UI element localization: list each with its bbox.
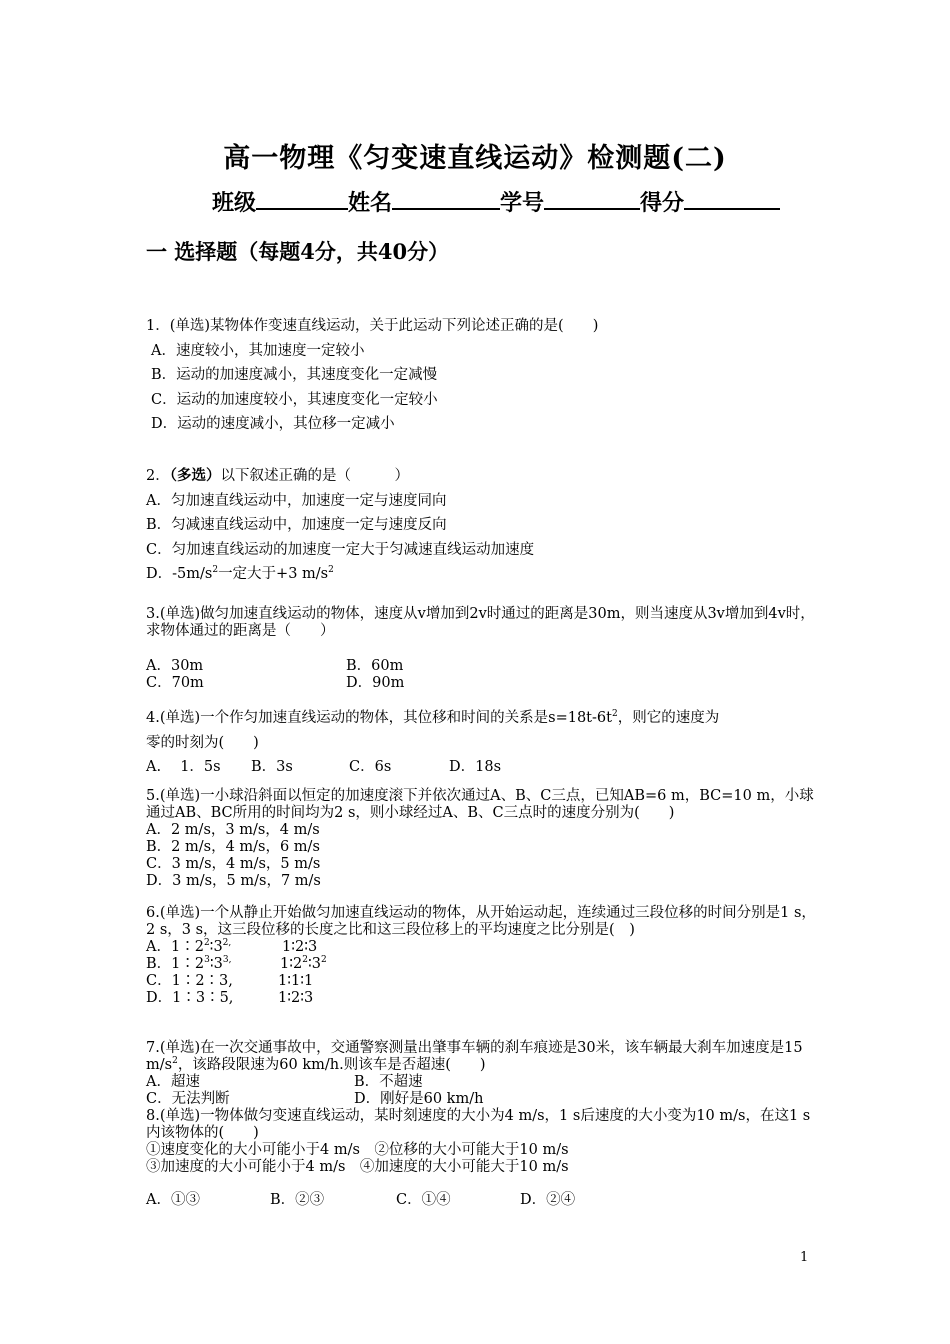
option-row — [146, 755, 816, 780]
option-a: A. 1．5s — [146, 759, 221, 775]
score-label: 得分 — [640, 190, 685, 216]
ratio-text: B．1∶2 — [146, 956, 205, 972]
superscript: 3 — [204, 955, 210, 966]
number-blank — [544, 186, 640, 210]
superscript: 2 — [203, 938, 210, 949]
statement-row: ①速度变化的大小可能小于4 m/s ②位移的大小可能大于10 m/s — [146, 1142, 569, 1158]
name-label: 姓名 — [348, 190, 393, 216]
superscript: 2 — [302, 955, 308, 966]
option-row — [146, 1091, 816, 1108]
option-d: D．运动的速度减小，其位移一定减小 — [151, 416, 395, 432]
page-title: 高一物理《匀变速直线运动》检测题(二) — [223, 143, 727, 174]
superscript: 2 — [172, 1056, 178, 1067]
question-type-tag: （多选） — [169, 467, 221, 484]
option-d: D．18s — [449, 759, 502, 775]
question-number: 2． — [146, 468, 170, 484]
superscript: 2, — [222, 938, 232, 949]
page-number: 1 — [800, 1250, 809, 1265]
option-b-ratio2 — [280, 956, 327, 973]
option-c: C．无法判断 — [146, 1091, 230, 1107]
superscript: 3, — [222, 955, 232, 966]
option-d-part: D．-5m/s — [146, 566, 213, 582]
question-2 — [146, 464, 816, 587]
option-b: B．3s — [251, 759, 293, 775]
question-text: 7.(单选)在一次交通事故中，交通警察测量出肇事车辆的刹车痕迹是30米，该车辆最大刹车加速度是15 m/s — [146, 1040, 803, 1073]
option-a-ratio2: 1∶2∶3 — [282, 939, 318, 955]
question-stem — [146, 1040, 816, 1074]
statement-row: ③加速度的大小可能小于4 m/s ④加速度的大小可能大于10 m/s — [146, 1159, 569, 1175]
score-blank — [684, 186, 780, 210]
question-1 — [146, 314, 816, 437]
question-stem: 5.(单选)一小球沿斜面以恒定的加速度滚下并依次通过A、B、C三点，已知AB=6 m，BC=10 m，小球通过AB、BC所用的时间均为2 s，则小球经过A、B、C三点时的速度分别为( ) — [146, 788, 814, 821]
question-stem: 3.(单选)做匀加速直线运动的物体，速度从v增加到2v时通过的距离是30m，则当速度从3v增加到4v时，求物体通过的距离是（ ） — [146, 606, 815, 639]
question-stem — [146, 706, 816, 731]
option-d-ratio2: 1∶2∶3 — [278, 990, 314, 1006]
question-5 — [146, 788, 816, 890]
name-blank — [392, 186, 500, 210]
option-b-ratio1 — [146, 956, 280, 973]
option-c: C．匀加速直线运动的加速度一定大于匀减速直线运动加速度 — [146, 541, 535, 558]
question-text: 以下叙述正确的是（ ） — [220, 468, 409, 484]
option-d-ratio1: D．1∶3∶5, — [146, 990, 234, 1006]
option-a: A．速度较小，其加速度一定较小 — [151, 342, 365, 359]
option-d — [146, 562, 816, 587]
superscript: 2 — [212, 565, 219, 576]
option-d — [146, 990, 816, 1007]
option-b: B．60m — [346, 658, 404, 674]
option-c-ratio1: C．1∶2∶3, — [146, 973, 233, 989]
option-a-ratio1 — [146, 939, 282, 956]
question-4 — [146, 706, 816, 780]
student-info-line — [212, 186, 780, 217]
option-d: D．刚好是60 km/h — [354, 1091, 484, 1107]
option-c: C．6s — [349, 759, 392, 775]
class-blank — [256, 186, 348, 210]
option-c: C．3 m/s，4 m/s，5 m/s — [146, 856, 321, 872]
question-text: 4.(单选)一个作匀加速直线运动的物体，其位移和时间的关系是s=18t-6t — [146, 710, 612, 726]
option-d: D．3 m/s，5 m/s，7 m/s — [146, 873, 321, 889]
ratio-text: ∶3 — [209, 939, 223, 955]
question-3 — [146, 606, 816, 692]
question-stem-line2: 零的时刻为( ) — [146, 734, 259, 751]
option-d-part: 一定大于+3 m/s — [218, 566, 329, 582]
option-a: A．30m — [146, 658, 204, 674]
option-c — [146, 973, 816, 990]
option-d: D．②④ — [520, 1192, 576, 1208]
superscript: 2 — [320, 955, 327, 966]
option-b — [146, 956, 816, 973]
superscript: 2 — [611, 709, 618, 720]
question-stem: 6.(单选)一个从静止开始做匀加速直线运动的物体，从开始运动起，连续通过三段位移的时间分别是1 s，2 s，3 s，这三段位移的长度之比和这三段位移上的平均速度之比分别是( ) — [146, 905, 816, 938]
question-7 — [146, 1040, 816, 1108]
question-8 — [146, 1108, 816, 1209]
option-c: C．70m — [146, 675, 204, 691]
option-a: A．匀加速直线运动中，加速度一定与速度同向 — [146, 492, 447, 509]
section-heading: 一 选择题（每题4分，共40分） — [146, 239, 450, 264]
option-b: B．不超速 — [354, 1074, 423, 1090]
option-b: B．匀减速直线运动中，加速度一定与速度反向 — [146, 517, 447, 533]
superscript: 2 — [328, 565, 334, 576]
option-d: D．90m — [346, 675, 405, 691]
option-a: A．超速 — [146, 1074, 200, 1090]
class-label: 班级 — [212, 190, 257, 216]
option-c-ratio2: 1∶1∶1 — [278, 973, 314, 989]
option-b: B．2 m/s，4 m/s，6 m/s — [146, 839, 320, 855]
ratio-text: ∶3 — [307, 956, 321, 972]
option-row — [146, 675, 816, 692]
option-c: C．运动的加速度较小，其速度变化一定较小 — [151, 391, 438, 408]
ratio-text: 1∶2 — [280, 956, 303, 972]
option-row — [146, 1074, 816, 1091]
ratio-text: ∶3 — [209, 956, 223, 972]
option-b: B．②③ — [270, 1192, 325, 1208]
option-b: B．运动的加速度减小，其速度变化一定减慢 — [151, 367, 438, 383]
ratio-text: A．1∶2 — [146, 939, 204, 955]
question-stem: 8.(单选)一物体做匀变速直线运动，某时刻速度的大小为4 m/s，1 s后速度的大小变为10 m/s，在这1 s内该物体的( ) — [146, 1108, 811, 1141]
question-text: ，该路段限速为60 km/h.则该车是否超速( ) — [177, 1057, 486, 1073]
question-stem: 1．(单选)某物体作变速直线运动，关于此运动下列论述正确的是( ) — [146, 318, 599, 334]
question-stem — [146, 464, 816, 489]
question-text: ，则它的速度为 — [617, 710, 720, 726]
question-6 — [146, 905, 816, 1007]
option-a — [146, 939, 816, 956]
option-a: A．2 m/s，3 m/s，4 m/s — [146, 822, 320, 838]
option-c: C．①④ — [396, 1192, 451, 1208]
option-row — [146, 658, 816, 675]
option-row — [146, 1192, 816, 1209]
number-label: 学号 — [500, 190, 545, 216]
option-a: A．①③ — [146, 1192, 200, 1208]
